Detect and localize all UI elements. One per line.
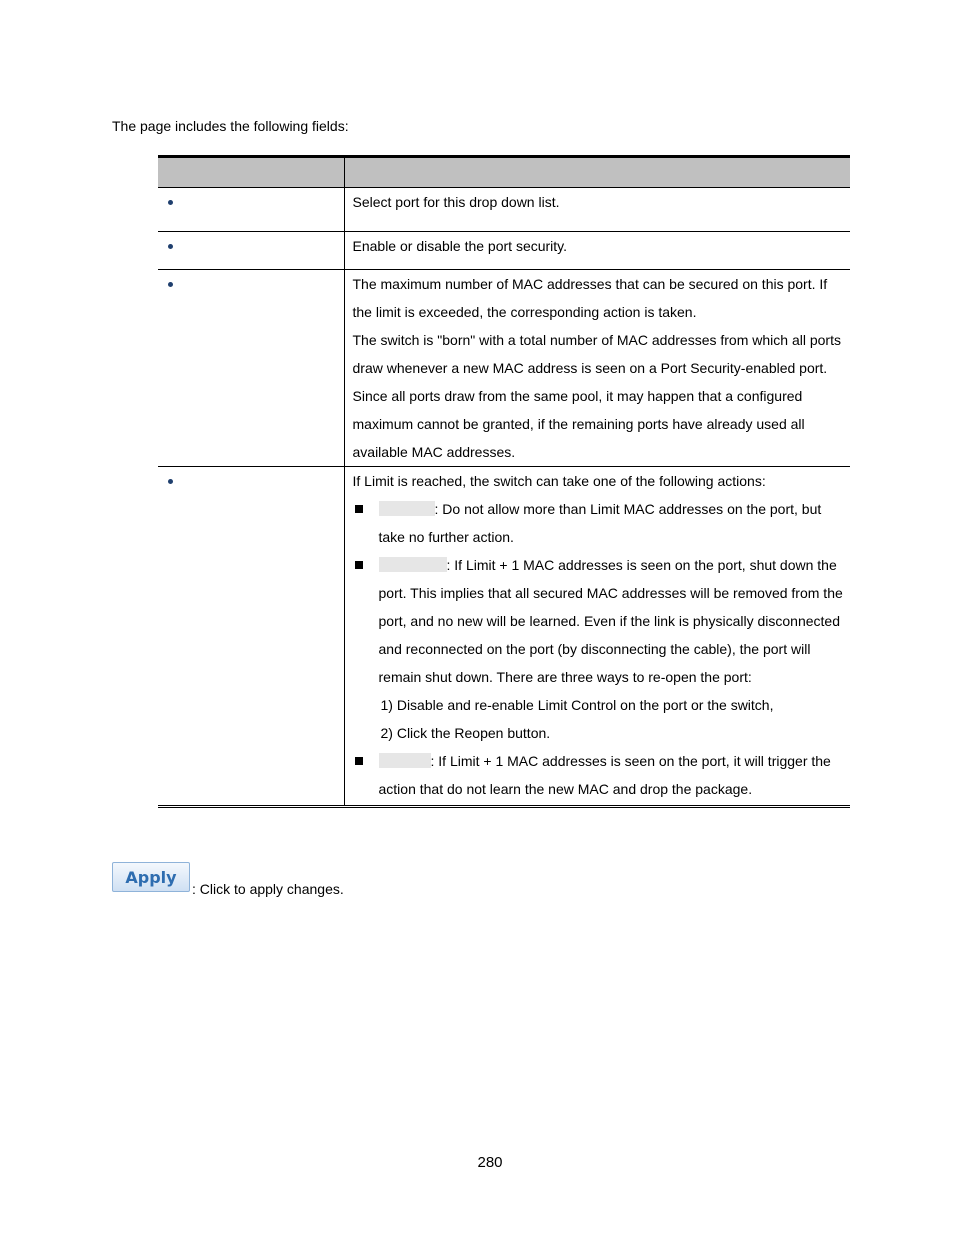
reopen-step: 2) Click the Reopen button. [380,725,551,741]
field-description [344,232,850,270]
table-row [158,467,850,807]
action-option [353,747,845,803]
option-text: remain shut down. There are three ways to re-open the port: [378,669,752,685]
field-name-cell [158,232,344,270]
option-term [379,501,435,516]
action-option [353,551,845,747]
description-line: Since all ports draw from the same pool, it may happen that a configured [352,388,803,404]
description-line: available MAC addresses. [352,444,516,460]
header-description [344,157,850,188]
option-text: : If Limit + 1 MAC addresses is seen on the port, it will trigger the [430,753,831,769]
table-row [158,188,850,232]
description-line: the limit is exceeded, the corresponding action is taken. [352,304,697,320]
field-description [344,270,850,467]
field-description [344,467,850,807]
bullet-icon [168,244,173,249]
table-row [158,232,850,270]
description-line: The maximum number of MAC addresses that can be secured on this port. If [352,276,828,292]
table-header-row [158,157,850,188]
apply-text: : Click to apply changes. [192,881,344,897]
bullet-icon [168,479,173,484]
option-text: : Do not allow more than Limit MAC addresses on the port, but [434,501,822,517]
bullet-icon [168,200,173,205]
field-description [344,188,850,232]
option-term [379,557,447,572]
option-text: port. This implies that all secured MAC addresses will be removed from the [378,585,843,601]
option-text: : If Limit + 1 MAC addresses is seen on the port, shut down the [446,557,837,573]
fields-table [158,155,850,808]
header-object [158,157,344,188]
field-name-cell [158,270,344,467]
description-line: If Limit is reached, the switch can take one of the following actions: [352,473,766,489]
description-line: draw whenever a new MAC address is seen on a Port Security-enabled port. [352,360,828,376]
description-line: The switch is "born" with a total number of MAC addresses from which all ports [352,332,841,348]
option-term [379,753,431,768]
square-bullet-icon [355,757,363,765]
field-name-cell [158,188,344,232]
bullet-icon [168,282,173,287]
table-row [158,270,850,467]
description-line: Select port for this drop down list. [352,194,560,210]
reopen-step: 1) Disable and re-enable Limit Control on the port or the switch, [380,697,774,713]
description-line: Enable or disable the port security. [352,238,568,254]
option-text: and reconnected on the port (by disconnecting the cable), the port will [378,641,811,657]
page-number: 280 [477,1154,503,1171]
square-bullet-icon [355,561,363,569]
option-text: take no further action. [378,529,514,545]
description-line: maximum cannot be granted, if the remaining ports have already used all [352,416,805,432]
field-name-cell [158,467,344,807]
action-option [353,495,845,551]
intro-text: The page includes the following fields: [112,118,349,134]
apply-button[interactable]: Apply [112,862,190,892]
option-text: action that do not learn the new MAC and drop the package. [378,781,753,797]
square-bullet-icon [355,505,363,513]
option-text: port, and no new will be learned. Even if the link is physically disconnected [378,613,840,629]
